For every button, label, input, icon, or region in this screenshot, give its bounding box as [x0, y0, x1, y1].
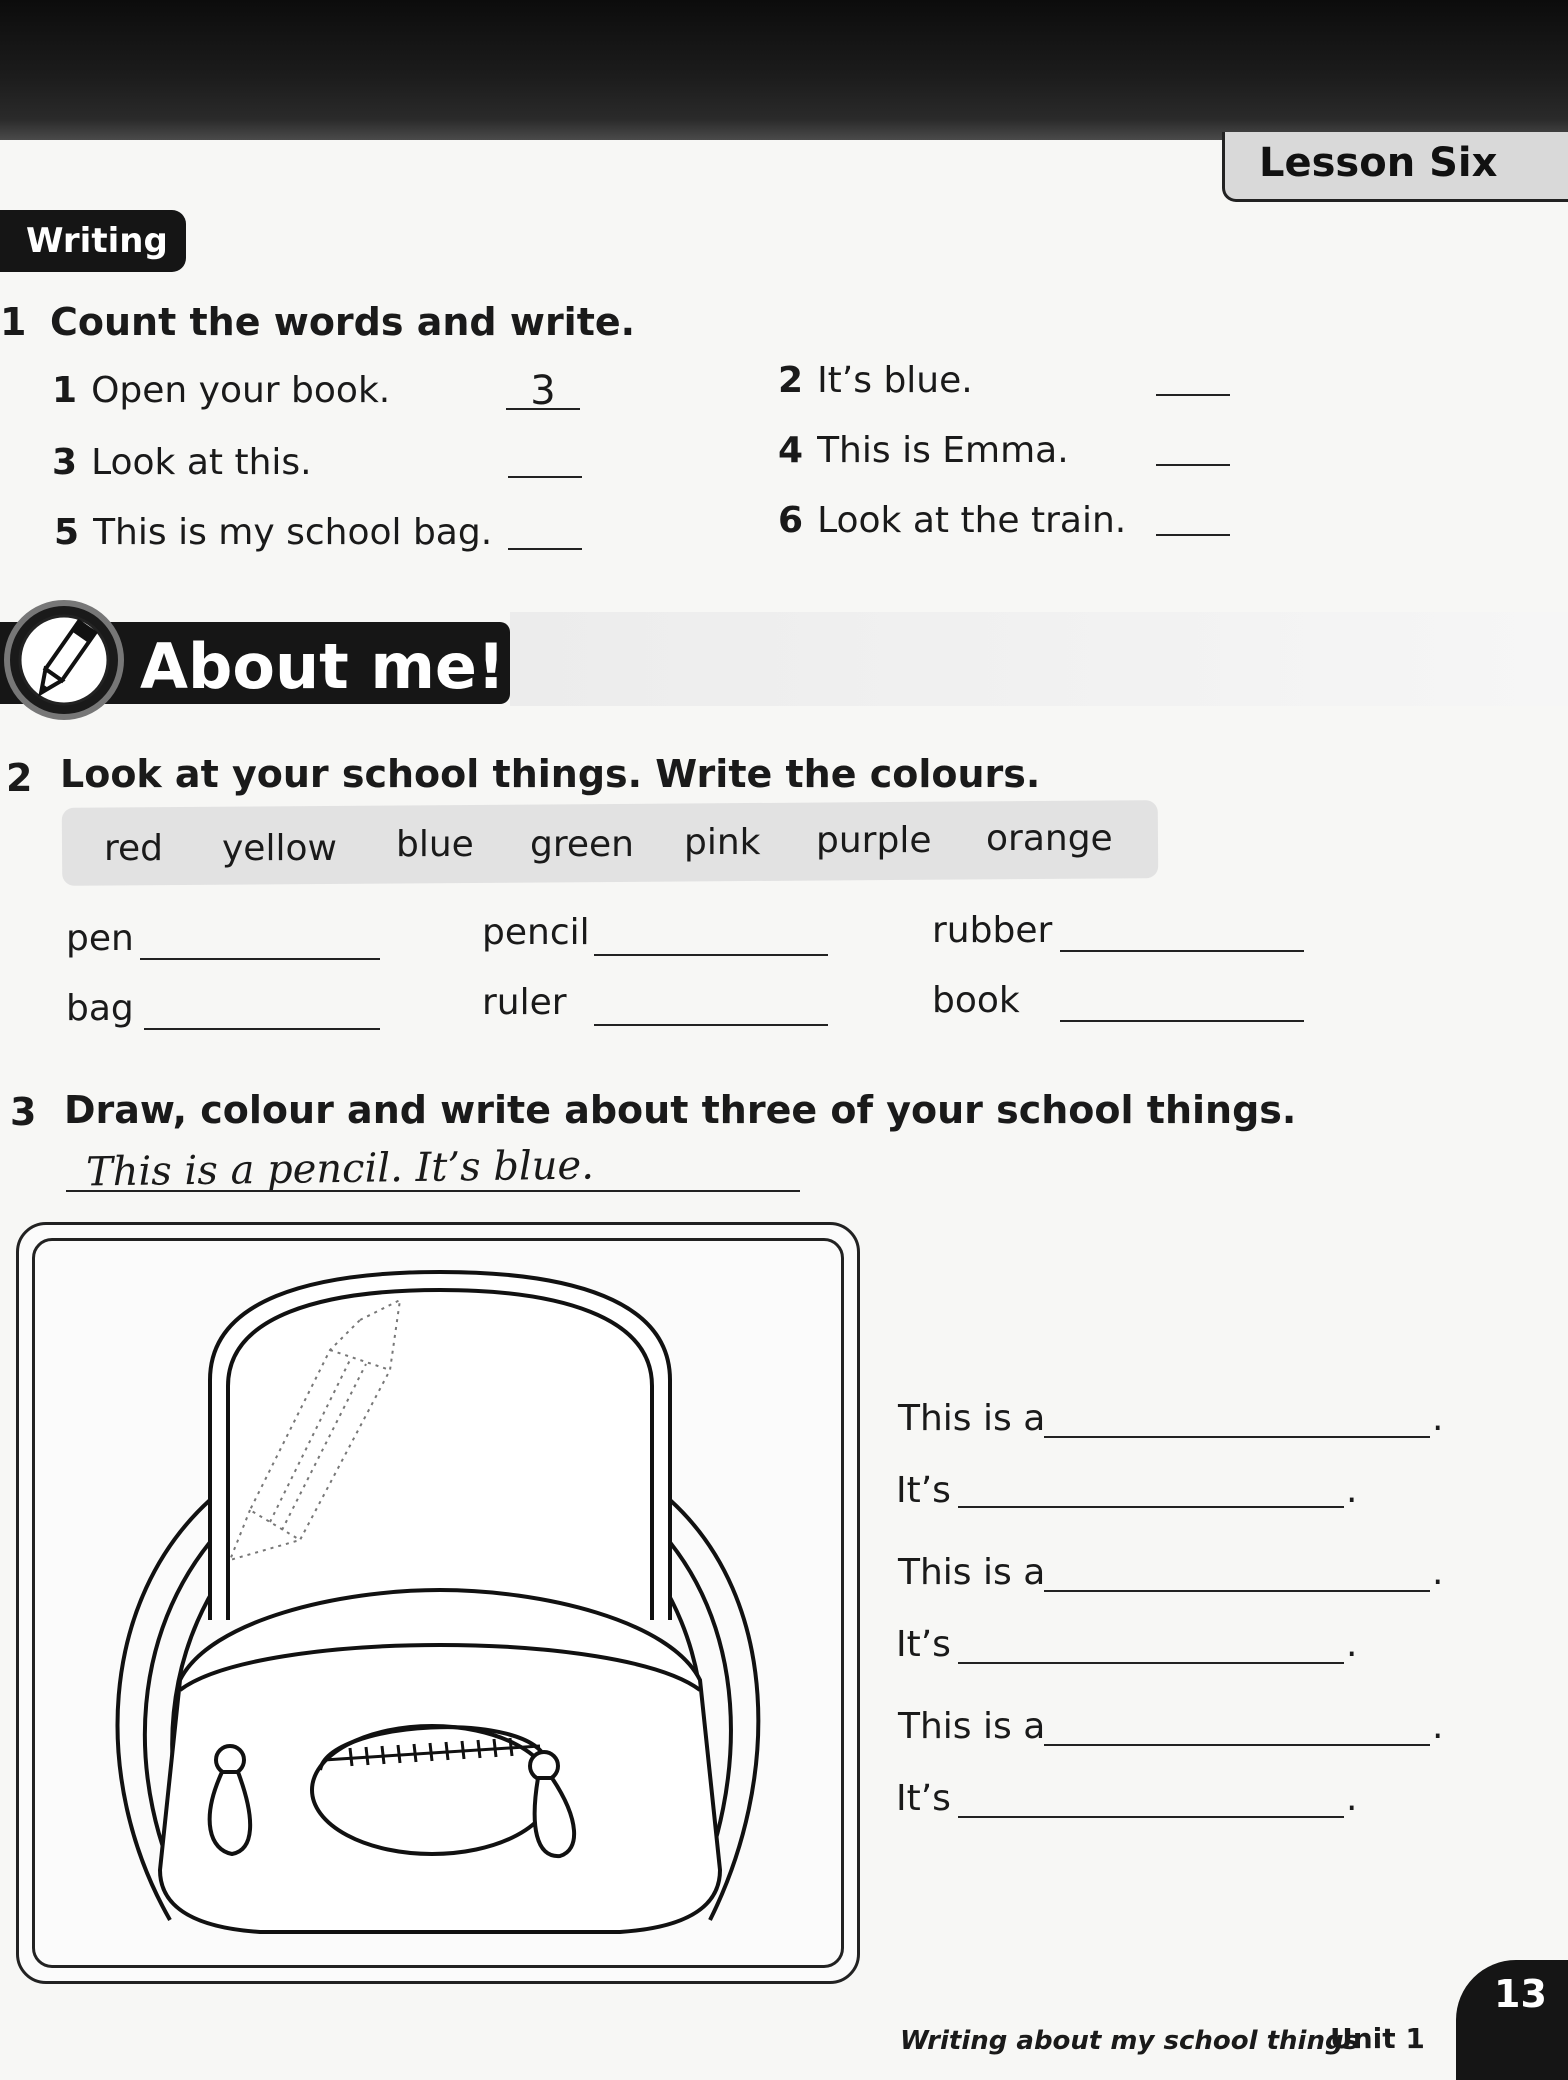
colour-blue: blue: [396, 824, 474, 865]
ex1-item-6-num: 6: [778, 500, 804, 541]
sentence-1-this-is: This is a: [898, 1398, 1046, 1439]
section-label: Writing: [0, 210, 186, 272]
sentence-2-colour-line[interactable]: [958, 1662, 1344, 1664]
ex1-item-5: [54, 512, 492, 553]
page-number-badge: [1456, 1960, 1568, 2080]
ex1-item-5-num: 5: [54, 512, 80, 553]
ex1-item-3: [52, 442, 312, 483]
top-photo-banner: [0, 0, 1568, 140]
sentence-1-colour-line[interactable]: [958, 1506, 1344, 1508]
colour-pink: pink: [684, 822, 761, 863]
ex1-answer-3[interactable]: [508, 436, 582, 478]
ex1-item-3-num: 3: [52, 442, 78, 483]
lesson-tab: [1222, 132, 1568, 202]
sentence-2-period: .: [1432, 1552, 1444, 1593]
ex1-item-1-text: Open your book.: [91, 370, 391, 411]
sentence-3-its-period: .: [1346, 1778, 1358, 1819]
ex1-item-4-num: 4: [778, 430, 804, 471]
sentence-3-this-is: This is a: [898, 1706, 1046, 1747]
ex1-answer-1-value: 3: [530, 368, 556, 414]
ruler-colour-line[interactable]: [594, 1024, 828, 1026]
ex1-item-5-text: This is my school bag.: [93, 512, 493, 553]
exercise-3-number: 3: [10, 1090, 37, 1134]
sentence-2-this-is: This is a: [898, 1552, 1046, 1593]
thing-bag: bag: [66, 988, 134, 1029]
colour-red: red: [104, 828, 164, 869]
ex1-item-2: [778, 360, 973, 401]
exercise-2-number: 2: [6, 756, 33, 800]
sentence-1-period: .: [1432, 1398, 1444, 1439]
sentence-3-colour-line[interactable]: [958, 1816, 1344, 1818]
exercise-1-number: 1: [0, 300, 27, 344]
lesson-title: Lesson Six: [1259, 140, 1498, 186]
about-me-title: About me!: [140, 630, 506, 703]
thing-ruler: ruler: [482, 982, 567, 1023]
sentence-3-thing-line[interactable]: [1044, 1744, 1430, 1746]
sentence-2-its-period: .: [1346, 1624, 1358, 1665]
ex1-item-3-text: Look at this.: [91, 442, 312, 483]
thing-book: book: [932, 980, 1020, 1021]
ex1-item-4: [778, 430, 1069, 471]
page-number: 13: [1494, 1972, 1547, 2016]
ex1-item-4-text: This is Emma.: [817, 430, 1069, 471]
example-sentence: This is a pencil. It’s blue.: [85, 1142, 595, 1196]
ex1-item-6-text: Look at the train.: [817, 500, 1127, 541]
colour-orange: orange: [986, 818, 1113, 859]
school-bag-illustration: [60, 1260, 820, 1960]
bag-colour-line[interactable]: [144, 1028, 380, 1030]
sentence-1-its: It’s: [896, 1470, 951, 1511]
sentence-1-its-period: .: [1346, 1470, 1358, 1511]
footer-unit: Unit 1: [1330, 2022, 1425, 2055]
ex1-answer-6[interactable]: [1156, 494, 1230, 536]
ex1-item-6: [778, 500, 1126, 541]
ex1-answer-5[interactable]: [508, 508, 582, 550]
pen-colour-line[interactable]: [140, 958, 380, 960]
sentence-1-thing-line[interactable]: [1044, 1436, 1430, 1438]
exercise-3-title: Draw, colour and write about three of your school things.: [64, 1088, 1297, 1132]
ex1-answer-2[interactable]: [1156, 354, 1230, 396]
ex1-item-1: [52, 370, 390, 411]
pencil-colour-line[interactable]: [594, 954, 828, 956]
faded-title-band: [510, 612, 1568, 706]
book-colour-line[interactable]: [1060, 1020, 1304, 1022]
colour-yellow: yellow: [222, 828, 337, 869]
exercise-1-title: Count the words and write.: [50, 300, 636, 344]
ex1-item-2-text: It’s blue.: [817, 360, 973, 401]
ex1-answer-4[interactable]: [1156, 424, 1230, 466]
ex1-item-2-num: 2: [778, 360, 804, 401]
sentence-2-thing-line[interactable]: [1044, 1590, 1430, 1592]
thing-pen: pen: [66, 918, 134, 959]
footer-topic: Writing about my school things: [900, 2026, 1360, 2056]
thing-pencil: pencil: [482, 912, 590, 953]
example-line: [66, 1190, 800, 1192]
sentence-2-its: It’s: [896, 1624, 951, 1665]
sentence-3-period: .: [1432, 1706, 1444, 1747]
sentence-3-its: It’s: [896, 1778, 951, 1819]
thing-rubber: rubber: [932, 910, 1053, 951]
school-bag-outline-icon: [60, 1260, 820, 1960]
rubber-colour-line[interactable]: [1060, 950, 1304, 952]
ex1-answer-1[interactable]: [506, 368, 580, 414]
ex1-item-1-num: 1: [52, 370, 78, 411]
colour-green: green: [530, 824, 634, 865]
exercise-2-title: Look at your school things. Write the colours.: [60, 752, 1041, 796]
pencil-icon: [4, 600, 124, 720]
colour-purple: purple: [816, 820, 932, 861]
